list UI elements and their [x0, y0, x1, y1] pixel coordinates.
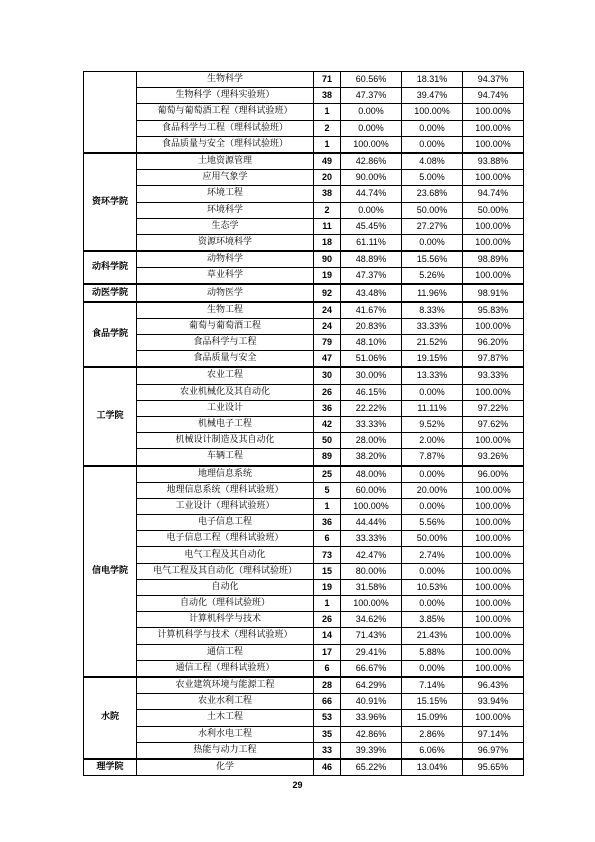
- college-cell: 工学院: [84, 367, 137, 465]
- major-cell: 土地资源管理: [137, 153, 314, 170]
- count-cell: 1: [314, 596, 341, 612]
- count-cell: 36: [314, 400, 341, 416]
- rate-cell: 2.74%: [402, 547, 463, 563]
- table-row: [84, 547, 524, 563]
- major-cell: 电子信息工程: [137, 515, 314, 531]
- rate-cell: 8.33%: [402, 302, 463, 319]
- table-row: [84, 433, 524, 449]
- table-row: [84, 400, 524, 416]
- rate-cell: 100.00%: [341, 498, 402, 514]
- rate-cell: 93.33%: [463, 367, 524, 384]
- rate-cell: 80.00%: [341, 563, 402, 579]
- count-cell: 2: [314, 202, 341, 218]
- table-row: [84, 628, 524, 644]
- rate-cell: 27.27%: [402, 218, 463, 234]
- rate-cell: 28.00%: [341, 433, 402, 449]
- table-row: [84, 170, 524, 186]
- major-cell: 资源环境科学: [137, 234, 314, 251]
- count-cell: 30: [314, 367, 341, 384]
- rate-cell: 20.83%: [341, 318, 402, 334]
- rate-cell: 33.33%: [341, 531, 402, 547]
- rate-cell: 48.00%: [341, 466, 402, 483]
- rate-cell: 97.14%: [463, 726, 524, 742]
- rate-cell: 0.00%: [402, 563, 463, 579]
- count-cell: 66: [314, 694, 341, 710]
- rate-cell: 100.00%: [463, 384, 524, 400]
- rate-cell: 7.87%: [402, 449, 463, 466]
- major-cell: 计算机科学与技术（理科试验班）: [137, 628, 314, 644]
- college-cell: 信电学院: [84, 466, 137, 677]
- college-cell: 食品学院: [84, 302, 137, 368]
- rate-cell: 97.22%: [463, 400, 524, 416]
- count-cell: 6: [314, 531, 341, 547]
- rate-cell: 0.00%: [341, 120, 402, 136]
- count-cell: 38: [314, 186, 341, 202]
- major-cell: 通信工程（理科试验班）: [137, 660, 314, 677]
- count-cell: 49: [314, 153, 341, 170]
- table-row: [84, 302, 524, 319]
- rate-cell: 45.45%: [341, 218, 402, 234]
- table-row: [84, 498, 524, 514]
- count-cell: 1: [314, 136, 341, 153]
- rate-cell: 15.56%: [402, 251, 463, 268]
- rate-cell: 97.87%: [463, 351, 524, 368]
- major-cell: 环境工程: [137, 186, 314, 202]
- rate-cell: 100.00%: [463, 644, 524, 660]
- table-row: [84, 120, 524, 136]
- rate-cell: 4.08%: [402, 153, 463, 170]
- rate-cell: 100.00%: [463, 579, 524, 595]
- page-number: 29: [292, 780, 303, 790]
- table-body: [84, 72, 524, 776]
- rate-cell: 100.00%: [463, 268, 524, 285]
- rate-cell: 60.56%: [341, 72, 402, 88]
- table-row: [84, 677, 524, 694]
- major-cell: 自动化: [137, 579, 314, 595]
- table-row: [84, 742, 524, 759]
- college-cell: 动科学院: [84, 251, 137, 284]
- rate-cell: 39.47%: [402, 88, 463, 104]
- rate-cell: 100.00%: [463, 660, 524, 677]
- major-cell: 生态学: [137, 218, 314, 234]
- rate-cell: 15.15%: [402, 694, 463, 710]
- major-cell: 自动化（理科试验班）: [137, 596, 314, 612]
- table-row: [84, 644, 524, 660]
- major-cell: 机械设计制造及其自动化: [137, 433, 314, 449]
- college-cell: 水院: [84, 677, 137, 759]
- count-cell: 24: [314, 302, 341, 319]
- rate-cell: 33.33%: [402, 318, 463, 334]
- count-cell: 47: [314, 351, 341, 368]
- table-row: [84, 612, 524, 628]
- major-cell: 环境科学: [137, 202, 314, 218]
- table-row: [84, 531, 524, 547]
- table-row: [84, 153, 524, 170]
- major-cell: 机械电子工程: [137, 416, 314, 432]
- rate-cell: 0.00%: [341, 202, 402, 218]
- rate-cell: 0.00%: [402, 234, 463, 251]
- rate-cell: 18.31%: [402, 72, 463, 88]
- rate-cell: 44.44%: [341, 515, 402, 531]
- major-cell: 地理信息系统（理科试验班）: [137, 482, 314, 498]
- count-cell: 53: [314, 710, 341, 726]
- count-cell: 19: [314, 579, 341, 595]
- major-cell: 工业设计: [137, 400, 314, 416]
- rate-cell: 93.88%: [463, 153, 524, 170]
- rate-cell: 100.00%: [463, 120, 524, 136]
- rate-cell: 0.00%: [402, 136, 463, 153]
- table-row: [84, 351, 524, 368]
- table-row: [84, 466, 524, 483]
- rate-cell: 46.15%: [341, 384, 402, 400]
- count-cell: 90: [314, 251, 341, 268]
- rate-cell: 100.00%: [463, 515, 524, 531]
- rate-cell: 100.00%: [463, 531, 524, 547]
- count-cell: 26: [314, 384, 341, 400]
- table-row: [84, 186, 524, 202]
- rate-cell: 66.67%: [341, 660, 402, 677]
- rate-cell: 100.00%: [341, 596, 402, 612]
- count-cell: 24: [314, 318, 341, 334]
- rate-cell: 11.96%: [402, 284, 463, 301]
- rate-cell: 30.00%: [341, 367, 402, 384]
- table-row: [84, 284, 524, 301]
- rate-cell: 40.91%: [341, 694, 402, 710]
- count-cell: 1: [314, 498, 341, 514]
- major-cell: 土木工程: [137, 710, 314, 726]
- major-cell: 生物科学: [137, 72, 314, 88]
- employment-table: [83, 71, 524, 776]
- count-cell: 18: [314, 234, 341, 251]
- table-row: [84, 234, 524, 251]
- count-cell: 46: [314, 759, 341, 776]
- count-cell: 71: [314, 72, 341, 88]
- rate-cell: 100.00%: [463, 563, 524, 579]
- table-row: [84, 596, 524, 612]
- rate-cell: 13.33%: [402, 367, 463, 384]
- rate-cell: 96.97%: [463, 742, 524, 759]
- table-row: [84, 202, 524, 218]
- table-row: [84, 335, 524, 351]
- count-cell: 38: [314, 88, 341, 104]
- rate-cell: 0.00%: [402, 498, 463, 514]
- rate-cell: 94.74%: [463, 186, 524, 202]
- rate-cell: 15.09%: [402, 710, 463, 726]
- major-cell: 食品科学与工程: [137, 335, 314, 351]
- table-row: [84, 268, 524, 285]
- count-cell: 42: [314, 416, 341, 432]
- major-cell: 农业水利工程: [137, 694, 314, 710]
- rate-cell: 100.00%: [463, 498, 524, 514]
- count-cell: 1: [314, 104, 341, 120]
- rate-cell: 23.68%: [402, 186, 463, 202]
- rate-cell: 42.47%: [341, 547, 402, 563]
- rate-cell: 47.37%: [341, 88, 402, 104]
- major-cell: 热能与动力工程: [137, 742, 314, 759]
- table-row: [84, 384, 524, 400]
- major-cell: 水利水电工程: [137, 726, 314, 742]
- rate-cell: 100.00%: [463, 433, 524, 449]
- major-cell: 化学: [137, 759, 314, 776]
- count-cell: 17: [314, 644, 341, 660]
- rate-cell: 95.83%: [463, 302, 524, 319]
- major-cell: 草业科学: [137, 268, 314, 285]
- count-cell: 50: [314, 433, 341, 449]
- rate-cell: 100.00%: [463, 234, 524, 251]
- rate-cell: 42.86%: [341, 153, 402, 170]
- rate-cell: 5.00%: [402, 170, 463, 186]
- major-cell: 葡萄与葡萄酒工程: [137, 318, 314, 334]
- rate-cell: 96.00%: [463, 466, 524, 483]
- rate-cell: 100.00%: [463, 104, 524, 120]
- rate-cell: 100.00%: [463, 218, 524, 234]
- rate-cell: 31.58%: [341, 579, 402, 595]
- rate-cell: 0.00%: [402, 120, 463, 136]
- rate-cell: 100.00%: [463, 482, 524, 498]
- rate-cell: 97.62%: [463, 416, 524, 432]
- table-row: [84, 759, 524, 776]
- major-cell: 应用气象学: [137, 170, 314, 186]
- rate-cell: 96.20%: [463, 335, 524, 351]
- rate-cell: 100.00%: [463, 170, 524, 186]
- rate-cell: 90.00%: [341, 170, 402, 186]
- rate-cell: 34.62%: [341, 612, 402, 628]
- count-cell: 89: [314, 449, 341, 466]
- major-cell: 食品质量与安全（理科试验班）: [137, 136, 314, 153]
- rate-cell: 5.26%: [402, 268, 463, 285]
- rate-cell: 48.10%: [341, 335, 402, 351]
- rate-cell: 100.00%: [463, 710, 524, 726]
- rate-cell: 100.00%: [463, 596, 524, 612]
- rate-cell: 0.00%: [402, 466, 463, 483]
- major-cell: 生物科学（理科实验班）: [137, 88, 314, 104]
- major-cell: 电气工程及其自动化（理科试验班）: [137, 563, 314, 579]
- count-cell: 26: [314, 612, 341, 628]
- rate-cell: 61.11%: [341, 234, 402, 251]
- rate-cell: 93.94%: [463, 694, 524, 710]
- rate-cell: 29.41%: [341, 644, 402, 660]
- count-cell: 36: [314, 515, 341, 531]
- rate-cell: 100.00%: [463, 628, 524, 644]
- table-row: [84, 367, 524, 384]
- table-row: [84, 251, 524, 268]
- count-cell: 19: [314, 268, 341, 285]
- rate-cell: 95.65%: [463, 759, 524, 776]
- major-cell: 动物科学: [137, 251, 314, 268]
- rate-cell: 65.22%: [341, 759, 402, 776]
- rate-cell: 0.00%: [402, 596, 463, 612]
- count-cell: 5: [314, 482, 341, 498]
- rate-cell: 93.26%: [463, 449, 524, 466]
- rate-cell: 0.00%: [402, 660, 463, 677]
- rate-cell: 60.00%: [341, 482, 402, 498]
- rate-cell: 100.00%: [341, 136, 402, 153]
- major-cell: 计算机科学与技术: [137, 612, 314, 628]
- table-row: [84, 726, 524, 742]
- rate-cell: 5.88%: [402, 644, 463, 660]
- rate-cell: 71.43%: [341, 628, 402, 644]
- rate-cell: 7.14%: [402, 677, 463, 694]
- count-cell: 15: [314, 563, 341, 579]
- rate-cell: 22.22%: [341, 400, 402, 416]
- rate-cell: 39.39%: [341, 742, 402, 759]
- rate-cell: 11.11%: [402, 400, 463, 416]
- rate-cell: 42.86%: [341, 726, 402, 742]
- table-row: [84, 72, 524, 88]
- count-cell: 6: [314, 660, 341, 677]
- college-cell: 资环学院: [84, 153, 137, 251]
- major-cell: 动物医学: [137, 284, 314, 301]
- rate-cell: 33.96%: [341, 710, 402, 726]
- rate-cell: 100.00%: [463, 318, 524, 334]
- rate-cell: 96.43%: [463, 677, 524, 694]
- rate-cell: 43.48%: [341, 284, 402, 301]
- count-cell: 28: [314, 677, 341, 694]
- rate-cell: 100.00%: [463, 612, 524, 628]
- rate-cell: 94.74%: [463, 88, 524, 104]
- table-row: [84, 660, 524, 677]
- table-row: [84, 104, 524, 120]
- table-row: [84, 88, 524, 104]
- rate-cell: 2.86%: [402, 726, 463, 742]
- major-cell: 地理信息系统: [137, 466, 314, 483]
- major-cell: 车辆工程: [137, 449, 314, 466]
- rate-cell: 10.53%: [402, 579, 463, 595]
- college-cell: 理学院: [84, 759, 137, 776]
- count-cell: 25: [314, 466, 341, 483]
- major-cell: 农业机械化及其自动化: [137, 384, 314, 400]
- college-cell: 动医学院: [84, 284, 137, 301]
- rate-cell: 100.00%: [463, 136, 524, 153]
- rate-cell: 5.56%: [402, 515, 463, 531]
- rate-cell: 44.74%: [341, 186, 402, 202]
- table-row: [84, 579, 524, 595]
- table-row: [84, 218, 524, 234]
- rate-cell: 98.91%: [463, 284, 524, 301]
- major-cell: 食品质量与安全: [137, 351, 314, 368]
- table-row: [84, 694, 524, 710]
- major-cell: 食品科学与工程（理科试验班）: [137, 120, 314, 136]
- rate-cell: 6.06%: [402, 742, 463, 759]
- count-cell: 35: [314, 726, 341, 742]
- rate-cell: 0.00%: [341, 104, 402, 120]
- rate-cell: 50.00%: [463, 202, 524, 218]
- rate-cell: 51.06%: [341, 351, 402, 368]
- rate-cell: 50.00%: [402, 202, 463, 218]
- table-row: [84, 563, 524, 579]
- rate-cell: 3.85%: [402, 612, 463, 628]
- rate-cell: 2.00%: [402, 433, 463, 449]
- college-cell: [84, 72, 137, 153]
- major-cell: 通信工程: [137, 644, 314, 660]
- rate-cell: 21.52%: [402, 335, 463, 351]
- table-row: [84, 482, 524, 498]
- count-cell: 73: [314, 547, 341, 563]
- table-row: [84, 136, 524, 153]
- rate-cell: 9.52%: [402, 416, 463, 432]
- table-row: [84, 416, 524, 432]
- table-row: [84, 318, 524, 334]
- count-cell: 92: [314, 284, 341, 301]
- rate-cell: 41.67%: [341, 302, 402, 319]
- rate-cell: 94.37%: [463, 72, 524, 88]
- rate-cell: 98.89%: [463, 251, 524, 268]
- table-row: [84, 515, 524, 531]
- major-cell: 电子信息工程（理科试验班）: [137, 531, 314, 547]
- major-cell: 葡萄与葡萄酒工程（理科试验班）: [137, 104, 314, 120]
- rate-cell: 0.00%: [402, 384, 463, 400]
- rate-cell: 20.00%: [402, 482, 463, 498]
- major-cell: 农业建筑环境与能源工程: [137, 677, 314, 694]
- rate-cell: 38.20%: [341, 449, 402, 466]
- rate-cell: 64.29%: [341, 677, 402, 694]
- count-cell: 33: [314, 742, 341, 759]
- rate-cell: 50.00%: [402, 531, 463, 547]
- count-cell: 79: [314, 335, 341, 351]
- count-cell: 14: [314, 628, 341, 644]
- rate-cell: 100.00%: [402, 104, 463, 120]
- major-cell: 工业设计（理科试验班）: [137, 498, 314, 514]
- table-row: [84, 449, 524, 466]
- rate-cell: 21.43%: [402, 628, 463, 644]
- count-cell: 2: [314, 120, 341, 136]
- major-cell: 电气工程及其自动化: [137, 547, 314, 563]
- rate-cell: 13.04%: [402, 759, 463, 776]
- count-cell: 20: [314, 170, 341, 186]
- major-cell: 农业工程: [137, 367, 314, 384]
- rate-cell: 100.00%: [463, 547, 524, 563]
- rate-cell: 48.89%: [341, 251, 402, 268]
- table-row: [84, 710, 524, 726]
- major-cell: 生物工程: [137, 302, 314, 319]
- rate-cell: 19.15%: [402, 351, 463, 368]
- rate-cell: 33.33%: [341, 416, 402, 432]
- rate-cell: 47.37%: [341, 268, 402, 285]
- count-cell: 11: [314, 218, 341, 234]
